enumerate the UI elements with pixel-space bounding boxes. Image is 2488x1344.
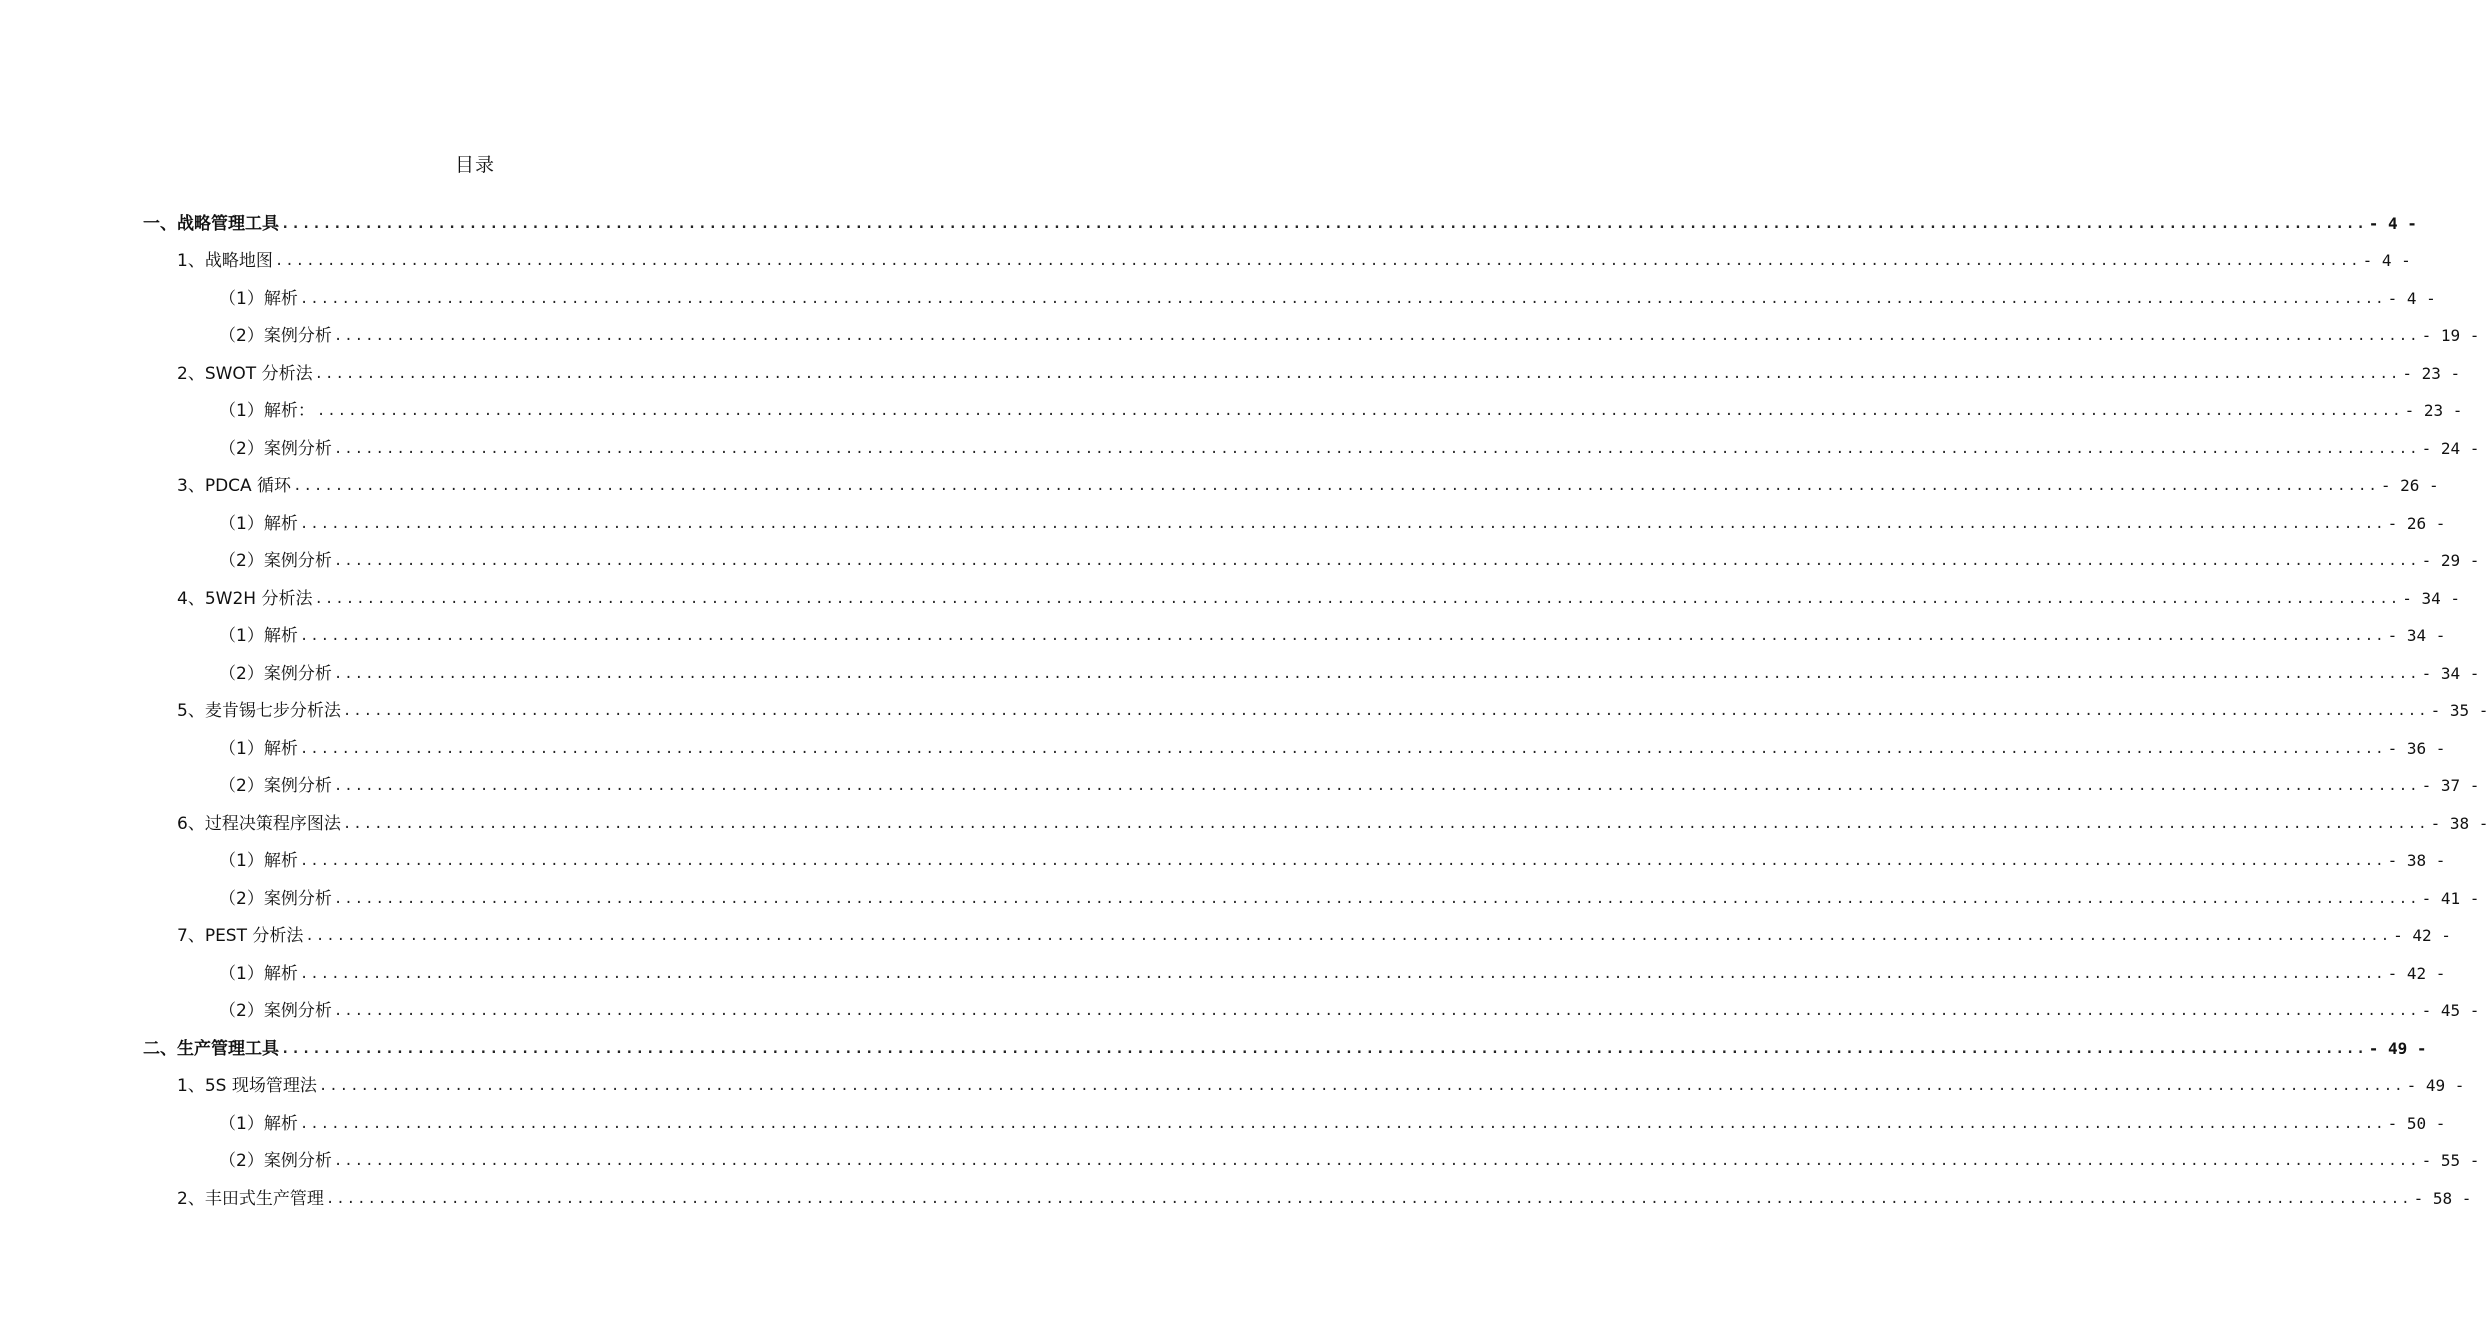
toc-leader-dots: ........................................................................................................................................................................................................ [325, 1190, 2412, 1207]
toc-leader-dots: ........................................................................................................................................................................................................ [299, 965, 2386, 982]
toc-entry[interactable] [219, 730, 2446, 767]
toc-leader-dots: ........................................................................................................................................................................................................ [299, 628, 2386, 644]
toc-entry[interactable] [219, 618, 2446, 655]
toc-entry-page-number: - 4 - [2362, 251, 2411, 270]
toc-leader-dots: ........................................................................................................................................................................................................ [299, 740, 2386, 757]
toc-entry[interactable] [177, 243, 2411, 280]
toc-leader-dots: ........................................................................................................................................................................................................ [314, 590, 2401, 607]
toc-entry-label: （1）解析 [219, 738, 298, 759]
toc-entry[interactable] [219, 880, 2480, 917]
toc-entry-label: （2）案例分析 [219, 663, 332, 684]
toc-leader-dots: ........................................................................................................................................................................................................ [281, 215, 2367, 232]
toc-entry-label: 4、5W2H 分析法 [177, 588, 313, 609]
toc-leader-dots: ........................................................................................................................................................................................................ [299, 290, 2386, 307]
toc-entry-page-number: - 4 - [2387, 288, 2436, 308]
page-title: 目录 [454, 154, 495, 176]
toc-entry-label: 1、5S 现场管理法 [177, 1076, 317, 1096]
toc-leader-dots: ........................................................................................................................................................................................................ [333, 665, 2420, 682]
toc-entry-page-number: - 4 - [2368, 213, 2417, 233]
toc-leader-dots: ........................................................................................................................................................................................................ [333, 440, 2420, 457]
toc-entry[interactable] [177, 468, 2439, 505]
toc-leader-dots: ........................................................................................................................................................................................................ [281, 1040, 2367, 1057]
toc-entry[interactable] [219, 1105, 2446, 1142]
toc-entry-page-number: - 36 - [2387, 738, 2446, 758]
toc-entry-label: （1）解析 [219, 513, 298, 534]
toc-entry[interactable] [219, 843, 2446, 880]
toc-leader-dots: ........................................................................................................................................................................................................ [314, 365, 2401, 382]
toc-entry[interactable] [177, 1068, 2465, 1105]
toc-entry-page-number: - 26 - [2387, 513, 2446, 533]
toc-leader-dots: ........................................................................................................................................................................................................ [299, 1115, 2386, 1132]
toc-leader-dots: ........................................................................................................................................................................................................ [333, 1153, 2420, 1169]
toc-entry-page-number: - 49 - [2406, 1076, 2465, 1095]
toc-leader-dots: ........................................................................................................................................................................................................ [318, 1078, 2405, 1094]
toc-entry-label: （1）解析： [219, 401, 315, 421]
toc-leader-dots: ........................................................................................................................................................................................................ [333, 890, 2420, 907]
toc-entry-label: 3、PDCA 循环 [177, 476, 292, 496]
toc-entry-page-number: - 38 - [2387, 851, 2446, 870]
toc-entry-page-number: - 34 - [2421, 663, 2480, 683]
toc-leader-dots: ........................................................................................................................................................................................................ [333, 328, 2420, 344]
toc-leader-dots: ........................................................................................................................................................................................................ [299, 853, 2386, 869]
toc-entry-label: （1）解析 [219, 851, 298, 871]
toc-entry-label: 5、麦肯锡七步分析法 [177, 701, 341, 721]
toc-entry-page-number: - 41 - [2421, 888, 2480, 908]
toc-entry-page-number: - 34 - [2402, 588, 2460, 608]
toc-entry-label: （2）案例分析 [219, 438, 332, 459]
toc-entry[interactable] [219, 280, 2436, 317]
toc-entry[interactable] [219, 393, 2463, 430]
toc-entry-page-number: - 38 - [2430, 813, 2488, 833]
toc-entry-label: （2）案例分析 [219, 776, 332, 796]
toc-entry-label: 6、过程决策程序图法 [177, 813, 341, 834]
toc-entry-label: 二、生产管理工具 [143, 1038, 279, 1059]
toc-entry[interactable] [177, 805, 2488, 842]
toc-entry-label: （2）案例分析 [219, 1151, 332, 1171]
toc-entry[interactable] [219, 768, 2480, 805]
toc-entry[interactable] [219, 993, 2480, 1030]
toc-entry[interactable] [177, 918, 2451, 955]
toc-entry[interactable] [219, 430, 2480, 467]
toc-entry[interactable] [219, 955, 2446, 992]
toc-entry-label: （2）案例分析 [219, 551, 332, 571]
toc-entry-page-number: - 23 - [2404, 401, 2463, 420]
toc-entry[interactable] [219, 543, 2480, 580]
toc-entry[interactable] [177, 355, 2461, 392]
toc-entry-label: 一、战略管理工具 [143, 213, 279, 234]
toc-leader-dots: ........................................................................................................................................................................................................ [333, 778, 2420, 794]
toc-entry[interactable] [219, 318, 2480, 355]
toc-entry[interactable] [177, 1180, 2472, 1217]
toc-leader-dots: ........................................................................................................................................................................................................ [293, 478, 2379, 494]
toc-leader-dots: ........................................................................................................................................................................................................ [316, 403, 2403, 419]
toc-leader-dots: ........................................................................................................................................................................................................ [333, 553, 2420, 569]
toc-entry-label: （1）解析 [219, 288, 298, 309]
toc-entry-label: （2）案例分析 [219, 888, 332, 909]
toc-entry-page-number: - 23 - [2402, 363, 2461, 383]
toc-entry[interactable] [219, 1143, 2480, 1180]
toc-entry-page-number: - 49 - [2368, 1038, 2427, 1058]
toc-leader-dots: ........................................................................................................................................................................................................ [299, 515, 2386, 532]
toc-entry-label: 1、战略地图 [177, 251, 273, 271]
toc-leader-dots: ........................................................................................................................................................................................................ [333, 1003, 2420, 1019]
toc-entry[interactable] [143, 205, 2417, 242]
toc-entry-page-number: - 24 - [2421, 438, 2480, 458]
toc-entry-page-number: - 29 - [2421, 551, 2480, 570]
toc-entry[interactable] [219, 655, 2480, 692]
toc-entry-label: （1）解析 [219, 1113, 298, 1134]
toc-entry-label: （2）案例分析 [219, 1001, 332, 1021]
toc-leader-dots: ........................................................................................................................................................................................................ [305, 928, 2392, 944]
toc-entry[interactable] [177, 580, 2460, 617]
toc-leader-dots: ........................................................................................................................................................................................................ [342, 815, 2429, 832]
toc-entry-label: （1）解析 [219, 626, 298, 646]
toc-entry-page-number: - 42 - [2387, 963, 2446, 983]
toc-entry-page-number: - 37 - [2421, 776, 2480, 795]
toc-entry[interactable] [143, 1030, 2427, 1067]
toc-entry[interactable] [177, 693, 2488, 730]
toc-entry-label: 2、丰田式生产管理 [177, 1188, 324, 1209]
toc-entry[interactable] [219, 505, 2446, 542]
toc-leader-dots: ........................................................................................................................................................................................................ [342, 703, 2429, 719]
toc-entry-page-number: - 35 - [2430, 701, 2488, 720]
toc-entry-page-number: - 42 - [2393, 926, 2451, 945]
toc-entry-label: （2）案例分析 [219, 326, 332, 346]
toc-entry-page-number: - 19 - [2421, 326, 2480, 345]
toc-entry-page-number: - 45 - [2421, 1001, 2480, 1020]
toc-entry-page-number: - 34 - [2387, 626, 2446, 645]
toc-leader-dots: ........................................................................................................................................................................................................ [274, 253, 2361, 269]
toc-entry-page-number: - 50 - [2387, 1113, 2446, 1133]
toc-entry-page-number: - 26 - [2380, 476, 2439, 495]
toc-entry-page-number: - 58 - [2413, 1188, 2472, 1208]
toc-entry-label: 2、SWOT 分析法 [177, 363, 313, 384]
toc-entry-page-number: - 55 - [2421, 1151, 2480, 1170]
toc-entry-label: 7、PEST 分析法 [177, 926, 304, 946]
toc-entry-label: （1）解析 [219, 963, 298, 984]
